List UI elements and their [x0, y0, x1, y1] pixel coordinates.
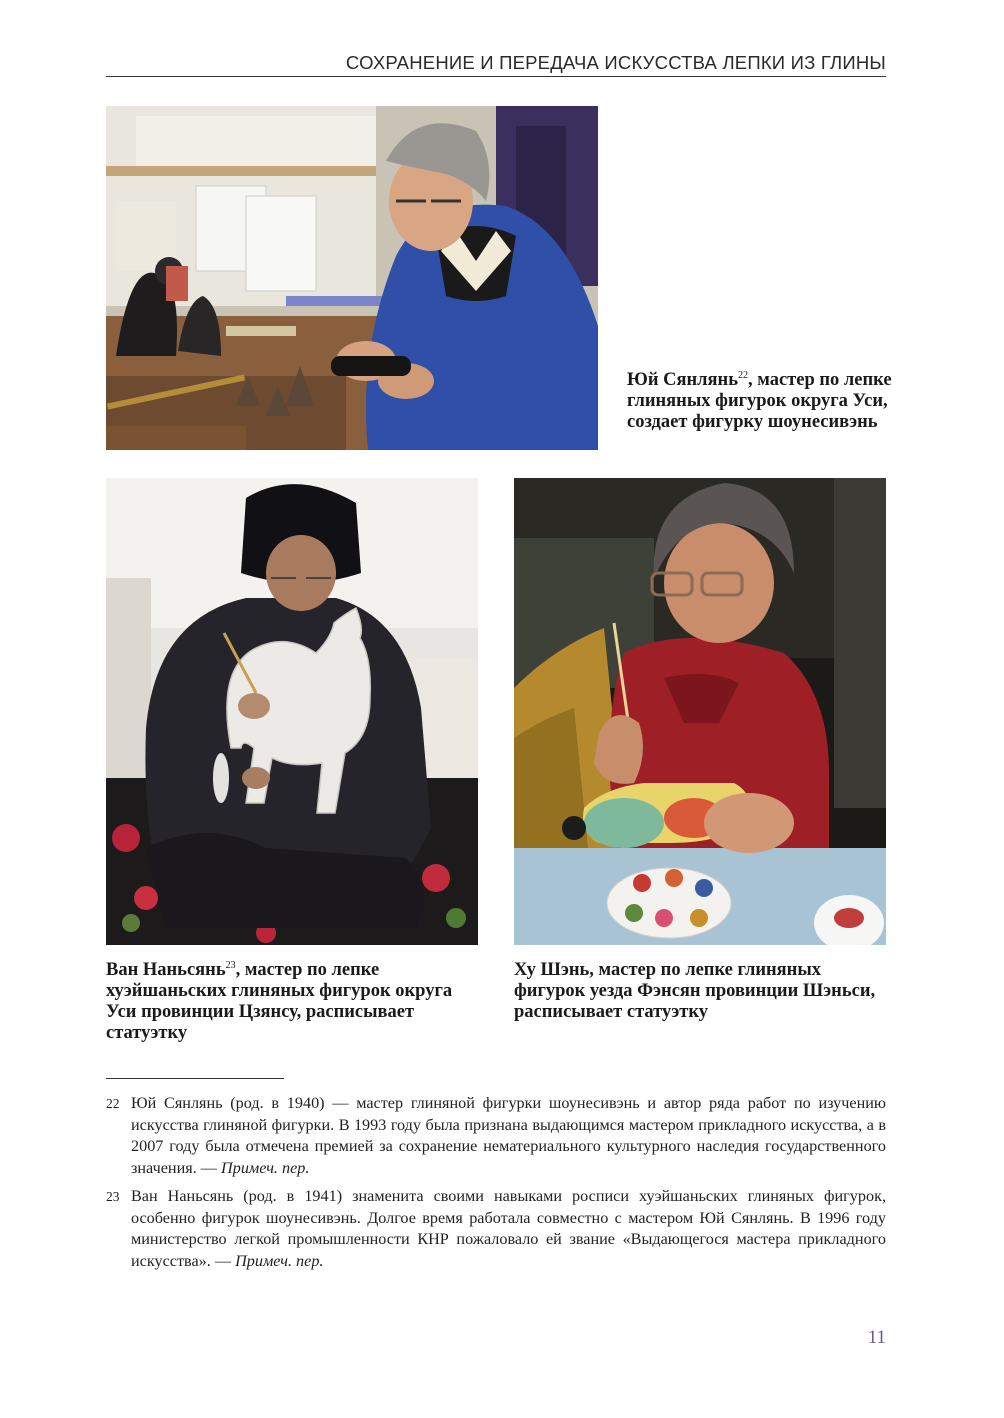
footnote-23-note: Примеч. пер. — [235, 1251, 324, 1270]
photo-hu-shen — [514, 478, 886, 945]
caption-1-text: , мастер по лепке глиняных фигурок округа Уси, создает фигурку шоунесивэнь — [627, 370, 892, 432]
footnote-separator — [106, 1078, 284, 1079]
caption-photo-3: Ху Шэнь, мастер по лепке глиняных фигурок уезда Фэнсян провинции Шэньси, расписывает статуэтку — [514, 960, 876, 1022]
footnote-23-text: Ван Наньсянь (род. в 1941) знаменита своими навыками росписи хуэйшаньских глиняных фигурок, особенно фигурок шоунесивэнь. Долгое время работала совместно с мастером Юй Сянлянь. В 1996 году министерство легкой промышленности КНР пожаловало ей звание «Выдающегося мастера прикладного искусства». — — [131, 1187, 886, 1270]
running-header: СОХРАНЕНИЕ И ПЕРЕДАЧА ИСКУССТВА ЛЕПКИ ИЗ ГЛИНЫ — [345, 52, 886, 73]
page-number: 11 — [867, 1327, 886, 1348]
footnote-22 — [106, 1093, 886, 1179]
header-rule — [106, 76, 886, 77]
footnote-ref-23[interactable]: 23 — [225, 960, 236, 971]
footnote-23 — [106, 1186, 886, 1272]
footnote-22-note: Примеч. пер. — [221, 1158, 310, 1177]
photo-yu-xianglian — [106, 106, 598, 450]
caption-2-text: , мастер по лепке хуэйшаньских глиняных фигурок округа Уси провинции Цзянсу, расписывает статуэтку — [106, 960, 453, 1043]
caption-photo-1 — [627, 370, 897, 433]
photo-wang-nanxian — [106, 478, 478, 945]
footnote-23-number: 23 — [106, 1189, 120, 1204]
caption-photo-2 — [106, 960, 486, 1044]
footnote-22-number: 22 — [106, 1096, 120, 1111]
caption-2-name: Ван Наньсянь — [106, 960, 226, 980]
footnote-ref-22[interactable]: 22 — [737, 370, 748, 381]
footnote-22-text: Юй Сянлянь (род. в 1940) — мастер глиняной фигурки шоунесивэнь и автор ряда работ по изучению искусства глиняной фигурки. В 1993 году была признана выдающимся мастером прикладного искусства, а в 2007 году была отмечена премией за сохранение нематериального культурного наследия государственного значения. — — [131, 1094, 886, 1177]
caption-1-name: Юй Сянлянь — [627, 370, 738, 390]
